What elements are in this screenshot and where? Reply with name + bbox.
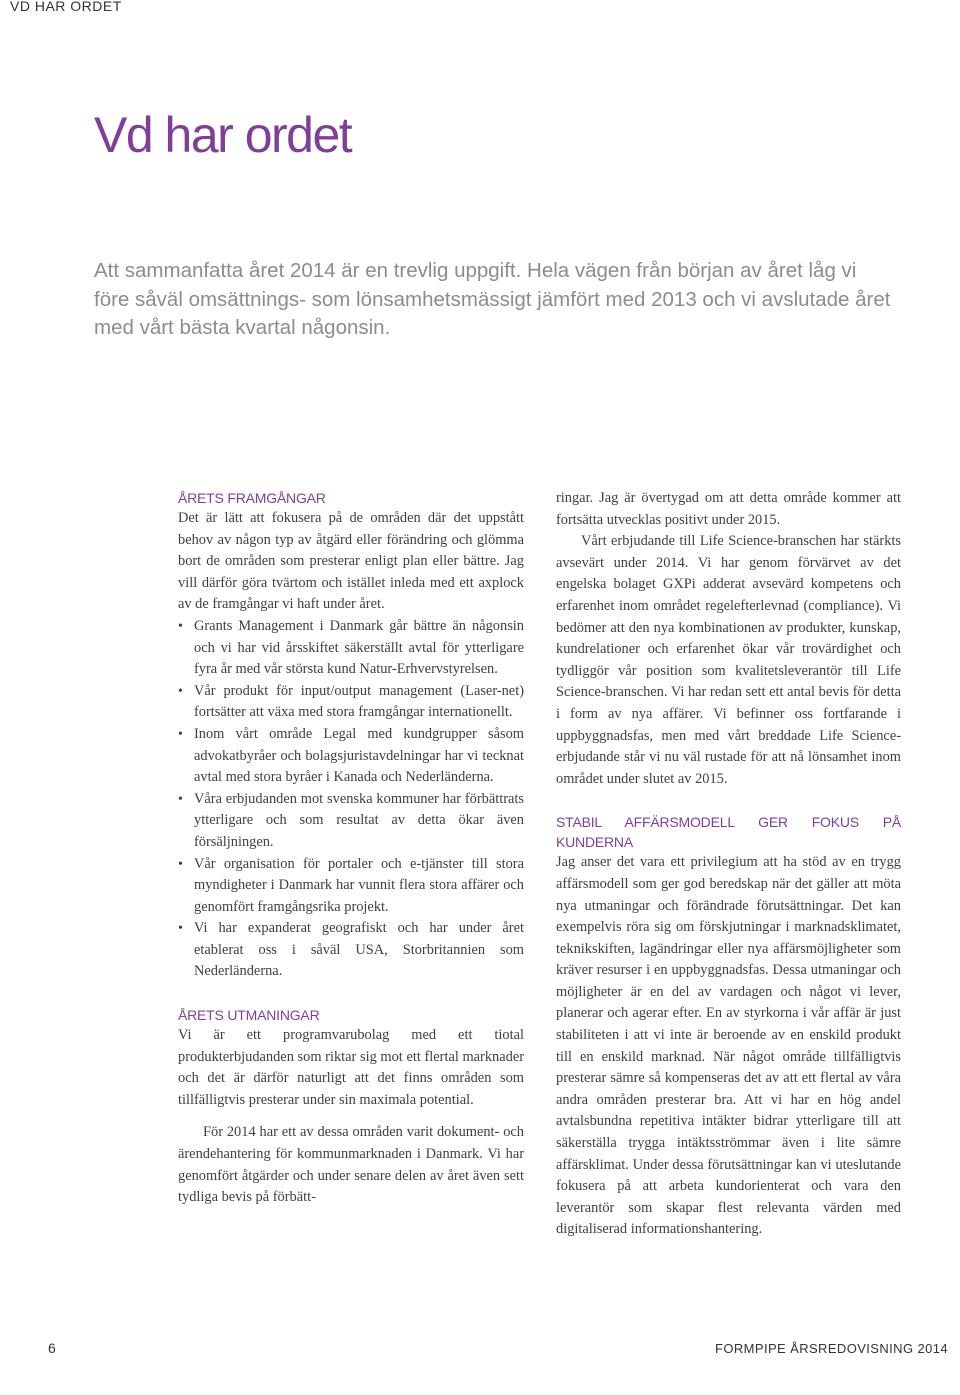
page-number: 6 [48,1340,56,1356]
intro-paragraph: Att sammanfatta året 2014 är en trevlig uppgift. Hela vägen från början av året låg vi före såväl omsättnings- som lönsamhetsmässigt jämfört med 2013 och vi avslutade året med vårt bästa kvartal någonsin. [94,259,891,340]
left-column [178,488,524,1209]
affarsmodell-paragraph: Jag anser det vara ett privilegium att ha stöd av en trygg affärsmodell som ger god beredskap när det gäller att möta nya utmaningar och förändrade förutsättningar. Det kan exempelvis röra sig om förskjutningar i marknadsklimatet, teknikskiften, lagändringar eller nya affärsmöjligheter som kräver resurser i en uppbyggnadsfas. Dessa utmaningar och möjligheter är en del av vardagen och något vi lever, planerar och agerar efter. En av styrkorna i vår affär är just stabiliteten i att vi inte är beroende av en enskild produkt till en enskild marknad. När något område tillfälligtvis presterar sämre så kompenseras det av att ett flertal av våra andra områden presterar bra. Att vi har en hög andel avtalsbundna repetitiva intäkter bidrar ytterligare till att säkerställa trygga intäktsströmmar även i lite sämre affärsklimat. Under dessa förutsättningar kan vi uteslutande fokusera på att arbeta kundorienterat och vara den leverantör som skapar flest relevanta värden med digitaliserad informationshantering. [556,854,901,1238]
list-item: • Grants Management i Danmark går bättre än någonsin och vi har vid årsskiftet säkerställt avtal för ytterligare fyra år med vår största kund Natur-Erhvervstyrelsen. [178,616,524,681]
utmaningar-paragraph-2: För 2014 har ett av dessa områden varit dokument- och ärendehantering för kommunmarknaden i Danmark. Vi har genomfört åtgärder och under senare delen av året även sett tydliga bevis på förbätt- [178,1124,524,1206]
section-heading-utmaningar: ÅRETS UTMANINGAR [178,1007,320,1024]
utmaningar-paragraph-1: Vi är ett programvarubolag med ett tiotal produkterbjudanden som riktar sig mot ett flertal marknader och det är därför naturligt att det finns områden som tillfälligtvis presterar under sin maximala potential. [178,1027,524,1108]
list-item: • Vi har expanderat geografiskt och har under året etablerat oss i såväl USA, Storbritannien som Nederländerna. [178,918,524,983]
right-column [556,488,901,1241]
running-header: VD HAR ORDET [10,0,122,14]
list-item: • Vår produkt för input/output management (Laser-net) fortsätter att växa med stora framgångar internationellt. [178,681,524,724]
list-item: • Inom vårt område Legal med kundgrupper såsom advokatbyråer och bolagsjuristavdelningar har vi tecknat avtal med stora byråer i Kanada och Nederländerna. [178,724,524,789]
page-title: Vd har ordet [94,107,352,163]
achievements-list [178,616,524,983]
right-paragraph-2: Vårt erbjudande till Life Science-branschen har stärkts avsevärt under 2014. Vi har genom förvärvet av det engelska bolaget GXPi adderat avsevärd kompetens och erfarenhet inom området regelefterlevnad (compliance). Vi bedömer att den nya kombinationen av produkter, kunskap, kundrelationer och erfarenhet ökar vår trovärdighet och tydliggör vår position som kvalitetsleverantör till Life Science-branschen. Vi har redan sett ett antal bevis för detta i form av nya affärer. Vi befinner oss fortfarande i uppbyggnadsfas, men med vårt breddade Life Science-erbjudande står vi nu väl rustade för att nå lönsamhet inom området under slutet av 2015. [556,533,901,787]
list-item: • Våra erbjudanden mot svenska kommuner har förbättrats ytterligare och som resultat av detta ökar även försäljningen. [178,789,524,854]
section-heading-affarsmodell: STABIL AFFÄRSMODELL GER FOKUS PÅ KUNDERNA [556,814,901,851]
right-paragraph-1: ringar. Jag är övertygad om att detta område kommer att fortsätta utvecklas positivt under 2015. [556,490,901,528]
framgangar-paragraph: Det är lätt att fokusera på de områden där det uppstått behov av någon typ av åtgärd eller förändring och glömma bort de områden som presterar enligt plan eller bättre. Jag vill därför göra tvärtom och istället inleda med ett axplock av de framgångar vi haft under året. [178,510,524,613]
footer-title: FORMPIPE ÅRSREDOVISNING 2014 [715,1341,948,1356]
section-heading-framgangar: ÅRETS FRAMGÅNGAR [178,490,326,506]
list-item: • Vår organisation för portaler och e-tjänster till stora myndigheter i Danmark har vunnit flera stora affärer och genomfört framgångsrika projekt. [178,854,524,919]
